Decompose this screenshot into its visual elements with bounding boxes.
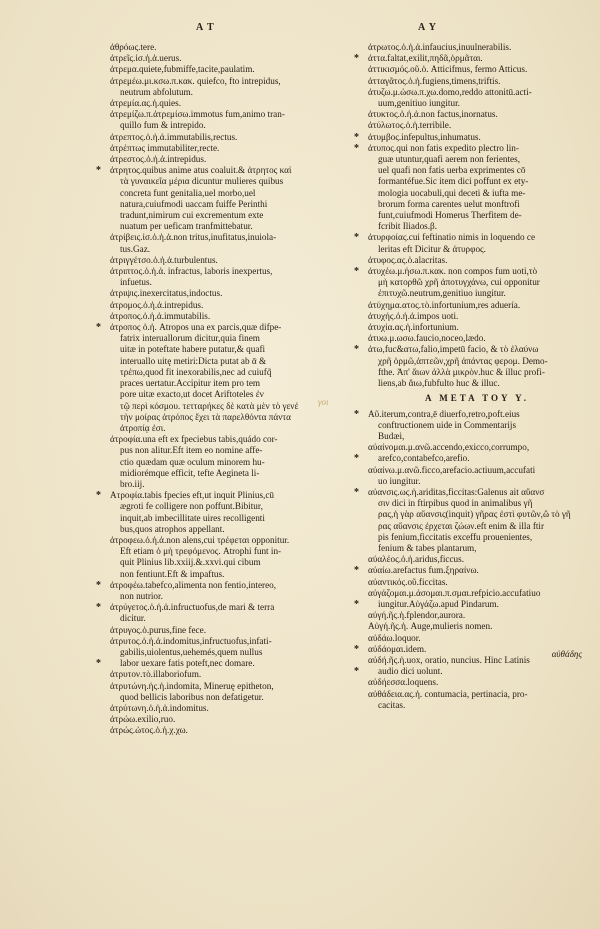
dictionary-line bbox=[354, 232, 586, 244]
dictionary-line bbox=[110, 120, 342, 131]
dictionary-line-text: non nutrior. bbox=[120, 590, 163, 601]
dictionary-line-text: ἀτρυτώνη.ἡς.ἡ.indomita, Mineruę epitheton, bbox=[110, 680, 274, 691]
dictionary-line-text: ἀτρύτωνη.ὁ.ἡ.ἀ.indomitus. bbox=[110, 702, 209, 713]
dictionary-line bbox=[96, 658, 342, 670]
dictionary-line-text: pis fenium,ficcitatis exceffu prouenientes, bbox=[378, 531, 533, 542]
dictionary-line-text: uum,genitiuo iungitur. bbox=[378, 98, 460, 109]
dictionary-line bbox=[110, 535, 342, 546]
asterisk-marker-icon: * bbox=[96, 579, 101, 591]
dictionary-line-text: αὐδάομαι.idem. bbox=[368, 643, 427, 654]
running-head-right: A Y bbox=[418, 22, 438, 33]
dictionary-line-text: neutrum abfolutum. bbox=[120, 86, 193, 97]
dictionary-line-text: αὐδάω.loquor. bbox=[368, 632, 421, 643]
dictionary-line-text: ἀτροφία.una eft ex fpeciebus tabis,quádo cor- bbox=[110, 434, 278, 445]
dictionary-line bbox=[110, 378, 342, 389]
dictionary-line-text: ἀτρομος.ὁ.ἡ.ἀ.intrepidus. bbox=[110, 299, 204, 310]
dictionary-line bbox=[110, 333, 342, 344]
dictionary-line-text: ἀτυρφοίας.cui feftinatio nimis in loquendo ce bbox=[368, 232, 536, 243]
dictionary-line-text: αὐγή.ῆς.ἡ.fplendor,aurora. bbox=[368, 610, 466, 621]
dictionary-line bbox=[110, 681, 342, 692]
dictionary-line bbox=[368, 176, 586, 187]
dictionary-line bbox=[110, 288, 342, 299]
dictionary-line-text: gabilis,uiolentus,uehemés,quem nullus bbox=[120, 646, 263, 657]
dictionary-line bbox=[110, 221, 342, 232]
dictionary-line-text: midiorémque efficit, tefte Aegineta li- bbox=[120, 467, 260, 478]
dictionary-line-text: labor uexare fatis poteft,nec domare. bbox=[120, 658, 255, 669]
gutter-bleed-mark: γοι bbox=[318, 397, 329, 407]
dictionary-line bbox=[368, 333, 586, 344]
dictionary-line bbox=[110, 524, 342, 535]
dictionary-line-text: αὐαλέος.ὁ.ἡ.aridus,ficcus. bbox=[368, 554, 464, 565]
dictionary-line bbox=[96, 322, 342, 334]
dictionary-line-text: interuallo uitę metiri:Dicta putat ab ᾱ & bbox=[120, 355, 267, 366]
dictionary-line-text: ἀτύλωτος.ὁ.ἡ.terribile. bbox=[368, 120, 452, 131]
dictionary-line-text: ἀτρεμα.quiete,fubmiffe,tacite,paulatim. bbox=[110, 64, 255, 75]
dictionary-line-text: ἀθρόως.tere. bbox=[110, 42, 157, 52]
dictionary-line bbox=[110, 344, 342, 355]
dictionary-line bbox=[110, 647, 342, 658]
dictionary-line bbox=[110, 714, 342, 725]
dictionary-line-text: τῷ περὶ κόσμου. τετταρήκες δὲ κατὰ μὲν τὸ γενέ bbox=[120, 400, 299, 411]
dictionary-line-text: ἀτρύγετος.ὁ.ἡ.ἀ.infructuofus,de mari & terra bbox=[110, 602, 275, 613]
dictionary-line bbox=[368, 700, 586, 711]
dictionary-line-text: ἀτρώω.exilio,ruo. bbox=[110, 714, 176, 725]
dictionary-line-text: ρας,ἡ γὰρ αὔανσις(inquit) γῆρας ἐστὶ φυτῶν,ὥ τὸ γῆ bbox=[378, 509, 571, 520]
dictionary-line bbox=[368, 87, 586, 98]
dictionary-line-text: ἀτρώς.ὠτος.ὁ.ἡ.χ.χω. bbox=[110, 725, 188, 736]
dictionary-line-text: leritas eft Dicitur & ἀτυρφος. bbox=[378, 243, 486, 254]
dictionary-line bbox=[368, 367, 586, 378]
asterisk-marker-icon: * bbox=[354, 53, 359, 65]
dictionary-line bbox=[354, 565, 586, 577]
dictionary-line bbox=[110, 501, 342, 512]
dictionary-line bbox=[368, 64, 586, 75]
dictionary-line-text: σιν dici in ftirpibus quod in animalibus γῆ bbox=[378, 498, 533, 509]
dictionary-line-text: inquit,ab imbecillitate uires recolligenti bbox=[120, 512, 265, 523]
dictionary-line bbox=[354, 666, 586, 678]
dictionary-line-text: tus.Gaz. bbox=[120, 243, 151, 254]
dictionary-line-text: ægroti fe colligere non poffunt.Bibitur, bbox=[120, 501, 263, 512]
dictionary-line bbox=[110, 356, 342, 367]
asterisk-marker-icon: * bbox=[354, 565, 359, 577]
dictionary-line-text: ἀτρεμίζω.π.ἀτρεμίσω.immotus fum,animo tran- bbox=[110, 109, 285, 120]
dictionary-line-text: Eft etiam ὁ μὴ τρεφόμενος. Atrophi funt in- bbox=[120, 546, 282, 557]
dictionary-line-text: ἀτρωτος.ὁ.ἡ.ἀ.infaucius,inuulnerabilis. bbox=[368, 42, 512, 52]
dictionary-line bbox=[110, 42, 342, 53]
dictionary-line-text: uo iungitur. bbox=[378, 475, 421, 486]
dictionary-line bbox=[368, 431, 586, 442]
dictionary-line-text: bro.iij. bbox=[120, 478, 145, 489]
dictionary-line-text: μὴ κατορθῶ χρῆ ἀποτυγχάνω, cui opponitur bbox=[378, 277, 540, 288]
dictionary-line bbox=[368, 554, 586, 565]
dictionary-line-text: χρῆ ὁρμῶ,ἀπτεῶν,χρῆ ἀπάντας φερομ. Demo- bbox=[378, 355, 548, 366]
dictionary-line bbox=[110, 389, 342, 400]
dictionary-line bbox=[354, 266, 586, 278]
dictionary-line bbox=[110, 725, 342, 736]
dictionary-line-text: ἀτροπίᾳ ἐσι. bbox=[120, 422, 166, 433]
dictionary-line bbox=[110, 143, 342, 154]
dictionary-line-text: iungitur.Αὐγάζω.apud Pindarum. bbox=[378, 598, 499, 609]
dictionary-line bbox=[96, 579, 342, 591]
dictionary-line bbox=[110, 434, 342, 445]
dictionary-line-text: ἀτριψις.inexercitatus,indoctus. bbox=[110, 288, 223, 299]
dictionary-line bbox=[368, 442, 586, 453]
dictionary-line-text: quod bellicis laboribus non defatigetur. bbox=[120, 691, 264, 702]
dictionary-line bbox=[110, 401, 342, 412]
asterisk-marker-icon: * bbox=[96, 322, 101, 334]
dictionary-line bbox=[354, 344, 586, 356]
right-column-entries-bottom bbox=[354, 408, 586, 711]
asterisk-marker-icon: * bbox=[354, 142, 359, 154]
dictionary-line-text: conftructionem uide in Commentarijs bbox=[378, 419, 517, 430]
right-column bbox=[354, 42, 586, 711]
dictionary-line bbox=[110, 569, 342, 580]
dictionary-line bbox=[110, 266, 342, 277]
dictionary-line bbox=[110, 255, 342, 266]
asterisk-marker-icon: * bbox=[354, 453, 359, 465]
dictionary-line bbox=[110, 199, 342, 210]
dictionary-line bbox=[354, 53, 586, 65]
dictionary-line bbox=[110, 557, 342, 568]
dictionary-line-text: ἀτρεστος.ὁ.ἡ.ἀ.intrepidus. bbox=[110, 154, 207, 165]
dictionary-line-text: ἀτυχία.ας.ἡ.infortunium. bbox=[368, 322, 459, 333]
dictionary-line-text: tradunt,nimirum cui excrementum exte bbox=[120, 210, 264, 221]
dictionary-line bbox=[368, 543, 586, 554]
dictionary-line bbox=[110, 468, 342, 479]
running-head-left: A T bbox=[196, 22, 215, 33]
dictionary-line-text: τὴν μοίρας ἀτρόπος ἔχει τὰ παρελθόντα πάντα bbox=[120, 411, 291, 422]
dictionary-line bbox=[110, 423, 342, 434]
dictionary-line bbox=[368, 378, 586, 389]
dictionary-line bbox=[368, 689, 586, 700]
dictionary-line-text: ἀτρεπτος.ὁ.ἡ.ἀ.immutabilis,rectus. bbox=[110, 131, 238, 142]
right-column-entries-top bbox=[354, 42, 586, 389]
dictionary-line-text: ἀτρητος.quibus anime atus coaluit.& ἀτρητος καὶ bbox=[110, 165, 292, 176]
dictionary-line bbox=[368, 610, 586, 621]
dictionary-line bbox=[354, 598, 586, 610]
dictionary-line bbox=[110, 176, 342, 187]
dictionary-line bbox=[110, 546, 342, 557]
dictionary-line-text: ἀτυζω.μ.ὠσω.π.χω.domo,reddo attonitū.acti- bbox=[368, 86, 532, 97]
asterisk-marker-icon: * bbox=[354, 232, 359, 244]
dictionary-line-text: arefco,contabefco,arefio. bbox=[378, 453, 470, 464]
dictionary-line-text: ἀτρυγος.ὁ.purus,fine fece. bbox=[110, 624, 207, 635]
dictionary-line-text: funt,cuiufmodi Homerus Therfitem de- bbox=[378, 210, 522, 221]
dictionary-line bbox=[110, 98, 342, 109]
dictionary-line bbox=[110, 244, 342, 255]
dictionary-line-text: τρέπω,quod fit inexorabilis,nec ad cuiufq̃ bbox=[120, 366, 272, 377]
catchword: αὐθάδης bbox=[551, 649, 582, 659]
dictionary-line-text: αὐαίω.arefactus fum.ξηραίνω. bbox=[368, 565, 479, 576]
dictionary-line-text: praces uertatur.Accipitur item pro tem bbox=[120, 378, 261, 389]
dictionary-line bbox=[368, 633, 586, 644]
dictionary-line bbox=[368, 465, 586, 476]
dictionary-line bbox=[368, 165, 586, 176]
asterisk-marker-icon: * bbox=[354, 408, 359, 420]
dictionary-line-text: αὐγάζομαι.μ.άσομαι.π.σμαι.refpicio.accufatiuo bbox=[368, 587, 541, 598]
dictionary-line bbox=[354, 408, 586, 420]
dictionary-line-text: ἀτρυτον.τὸ.illaboriofum. bbox=[110, 669, 202, 680]
dictionary-line bbox=[110, 154, 342, 165]
dictionary-line bbox=[368, 498, 586, 509]
dictionary-line-text: ἀτυπος.qui non fatis expedito plectro lin- bbox=[368, 142, 519, 153]
dictionary-line-text: ἀτρεμέω.μι.κσω.π.κακ. quiefco, fto intrepidus, bbox=[110, 75, 281, 86]
dictionary-line-text: quillo fum & intrepido. bbox=[120, 120, 206, 131]
dictionary-line bbox=[110, 457, 342, 468]
dictionary-line bbox=[110, 692, 342, 703]
dictionary-line-text: ἀτροφέω.tabefco,alimenta non fentio,intereo, bbox=[110, 579, 277, 590]
dictionary-line-text: liens,ab ἄιω,fubfulto huc & illuc. bbox=[378, 378, 500, 389]
dictionary-line-text: audio dici uolunt. bbox=[378, 666, 443, 677]
dictionary-line bbox=[110, 513, 342, 524]
dictionary-line bbox=[354, 131, 586, 143]
dictionary-line bbox=[354, 486, 586, 498]
dictionary-line-text: infuetus. bbox=[120, 277, 152, 288]
dictionary-line-text: mologia uocabuli,qui deceti & iufta me- bbox=[378, 187, 526, 198]
dictionary-line-text: pus non alitur.Eft item eo nomine affe- bbox=[120, 445, 263, 456]
dictionary-line-text: αὐαίνω.μ.ανῶ.ficco,arefacio.actiuum,accufati bbox=[368, 464, 536, 475]
dictionary-line bbox=[368, 76, 586, 87]
asterisk-marker-icon: * bbox=[96, 658, 101, 670]
left-column bbox=[96, 42, 342, 737]
dictionary-line-text: ἀτυω.μ.ωσω.faucio,noceo,lædo. bbox=[368, 333, 486, 344]
dictionary-line bbox=[368, 120, 586, 131]
dictionary-line-text: fthe. Ἀπ' ἄιων ἀλλὰ μικρὸν.huc & illuc profi- bbox=[378, 366, 545, 377]
dictionary-line bbox=[110, 311, 342, 322]
dictionary-line-text: ἀτύχημα.ατος.τὸ.infortunium,res aduería. bbox=[368, 299, 521, 310]
dictionary-line bbox=[110, 64, 342, 75]
dictionary-line bbox=[368, 311, 586, 322]
dictionary-line bbox=[110, 479, 342, 490]
dictionary-line-text: uel quafi non fatis uerba exprimentes cō bbox=[378, 165, 526, 176]
dictionary-line bbox=[110, 625, 342, 636]
dictionary-line bbox=[110, 412, 342, 423]
dictionary-line-text: guæ utuntur,quafi aerem non ferientes, bbox=[378, 154, 520, 165]
dictionary-line bbox=[368, 244, 586, 255]
dictionary-line bbox=[368, 188, 586, 199]
asterisk-marker-icon: * bbox=[354, 666, 359, 678]
dictionary-line bbox=[368, 420, 586, 431]
dictionary-line-text: ἀτυφος.ας.ὁ.alacritas. bbox=[368, 254, 448, 265]
dictionary-line-text: ἀτταγᾶτος.ὁ.ἡ.fugiens,timens,triftis. bbox=[368, 75, 501, 86]
dictionary-line-text: dicitur. bbox=[120, 613, 146, 624]
dictionary-line-text: ἀτριπτος.ὁ.ἡ.ἀ. infractus, laboris inexpertus, bbox=[110, 266, 273, 277]
dictionary-line-text: fenium & tabes plantarum, bbox=[378, 542, 477, 553]
dictionary-line-text: ἀτυκτος.ὁ.ἡ.ἀ.non factus,inornatus. bbox=[368, 109, 498, 120]
dictionary-line-text: ἀτρεῖς.ἰσ.ἡ.ἀ.uerus. bbox=[110, 53, 182, 64]
dictionary-line-text: fatrix interuallorum dicitur,quia finem bbox=[120, 333, 260, 344]
dictionary-line-text: Ατροφία.tabis fpecies eft,ut inquit Plinius,cū bbox=[110, 490, 275, 501]
dictionary-line bbox=[368, 199, 586, 210]
dictionary-line-text: τὰ γυναικεῖα μέρια dicuntur mulieres quibus bbox=[120, 176, 284, 187]
dictionary-line-text: non fentiunt.Eft & impaftus. bbox=[120, 568, 225, 579]
dictionary-line bbox=[368, 221, 586, 232]
asterisk-marker-icon: * bbox=[354, 266, 359, 278]
dictionary-line-text: ἀτω,fuc&ατω,falio,impetū facio, & τὸ ἐλαύνω bbox=[368, 344, 539, 355]
dictionary-line-text: ἀττα.faltat,exilit,πηδᾶ,ὁρμᾶται. bbox=[368, 53, 483, 64]
dictionary-line bbox=[368, 255, 586, 266]
dictionary-line bbox=[110, 87, 342, 98]
dictionary-line bbox=[354, 142, 586, 154]
dictionary-line-text: pore uitæ exacto,ut docet Ariftoteles ἐν bbox=[120, 389, 264, 400]
dictionary-line-text: brorum forma carentes uelut monftrofi bbox=[378, 198, 520, 209]
dictionary-line bbox=[368, 356, 586, 367]
dictionary-line bbox=[110, 445, 342, 456]
dictionary-line-text: cacitas. bbox=[378, 699, 406, 710]
dictionary-line bbox=[110, 109, 342, 120]
dictionary-line bbox=[96, 165, 342, 177]
dictionary-line-text: ἀτυχής.ὁ.ἡ.ἀ.impos uoti. bbox=[368, 310, 459, 321]
dictionary-line-text: ἀτρέπτως immutabiliter,recte. bbox=[110, 142, 220, 153]
asterisk-marker-icon: * bbox=[354, 598, 359, 610]
dictionary-line-text: quit Plinius lib.xxiij.&.xxvi.qui cibum bbox=[120, 557, 261, 568]
dictionary-line-text: Αὐγή.ῆς.ἡ. Auge,mulieris nomen. bbox=[368, 621, 493, 632]
dictionary-line bbox=[368, 109, 586, 120]
dictionary-line-text: bus,quos atrophos appellant. bbox=[120, 523, 225, 534]
dictionary-line bbox=[368, 322, 586, 333]
asterisk-marker-icon: * bbox=[354, 643, 359, 655]
dictionary-line-text: ἀτυχέω.μ.ήσω.π.κακ. non compos fum uoti,τὸ bbox=[368, 266, 538, 277]
dictionary-line bbox=[368, 532, 586, 543]
dictionary-line-text: formantéfue.Sic item dici poffunt ex ety- bbox=[378, 176, 529, 187]
dictionary-line bbox=[368, 300, 586, 311]
dictionary-line-text: ἐπιτυχῶ.neutrum,genitiuo iungitur. bbox=[378, 288, 506, 299]
dictionary-line bbox=[368, 277, 586, 288]
dictionary-line bbox=[110, 210, 342, 221]
dictionary-line-text: uitæ in poteftate habere putatur,& quafi bbox=[120, 344, 266, 355]
dictionary-line-text: concreta funt genitalia,uel morbo,uel bbox=[120, 187, 256, 198]
dictionary-line-text: ἀτυμβος.infepultus,inhumatus. bbox=[368, 131, 481, 142]
dictionary-line bbox=[110, 232, 342, 243]
dictionary-line-text: ἀτροφεω.ὁ.ἡ.ἀ.non alens,cui τρέφεται opponitur. bbox=[110, 534, 290, 545]
dictionary-line bbox=[110, 277, 342, 288]
dictionary-line-text: ἀτροπος ὁ.ἡ. Atropos una ex parcis,quæ difpe- bbox=[110, 322, 282, 333]
dictionary-line-text: ἀτρεμία.ας.ἡ.quies. bbox=[110, 98, 181, 109]
dictionary-line bbox=[110, 188, 342, 199]
dictionary-line-text: αὐδήεσσα.loquens. bbox=[368, 677, 439, 688]
dictionary-line-text: ρας αὔανσις ἐρχεται ζώων.eft enim & illa ftir bbox=[378, 520, 545, 531]
dictionary-line-text: ἀτρίβεις.ἰσ.ὁ.ἡ.ἀ.non tritus,inufitatus,inuiola- bbox=[110, 232, 277, 243]
dictionary-line bbox=[110, 76, 342, 87]
dictionary-line bbox=[368, 42, 586, 53]
dictionary-line bbox=[110, 669, 342, 680]
dictionary-line bbox=[110, 132, 342, 143]
dictionary-line bbox=[110, 53, 342, 64]
dictionary-line-text: nuatum per ueficam tranfmittebatur. bbox=[120, 221, 253, 232]
dictionary-line bbox=[368, 98, 586, 109]
dictionary-line bbox=[368, 288, 586, 299]
asterisk-marker-icon: * bbox=[354, 131, 359, 143]
dictionary-line bbox=[368, 509, 586, 520]
dictionary-line-text: ἀττικισμός.οῦ.ὁ. Atticifmus, fermo Atticus. bbox=[368, 64, 528, 75]
dictionary-line bbox=[368, 621, 586, 632]
asterisk-marker-icon: * bbox=[354, 344, 359, 356]
dictionary-line-text: αὐδή.ῆς.ἡ.uox, oratio, nuncius. Hinc Latinis bbox=[368, 654, 530, 665]
dictionary-line-text: ἀτρυτος.ὁ.ἡ.ἀ.indomitus,infructuofus,infati- bbox=[110, 635, 272, 646]
asterisk-marker-icon: * bbox=[354, 486, 359, 498]
asterisk-marker-icon: * bbox=[96, 602, 101, 614]
dictionary-line bbox=[110, 703, 342, 714]
dictionary-line-text: αὐαντικός.οῦ.ficcitas. bbox=[368, 576, 448, 587]
dictionary-line-text: Budæi, bbox=[378, 430, 405, 441]
dictionary-line-text: αὐθάδεια.ας.ἡ. contumacia, pertinacia, pro- bbox=[368, 688, 528, 699]
dictionary-line bbox=[368, 521, 586, 532]
dictionary-line bbox=[110, 367, 342, 378]
dictionary-line-text: Aῦ.iterum,contra,ē diuerfo,retro,poft.eius bbox=[368, 408, 520, 419]
dictionary-line bbox=[110, 591, 342, 602]
dictionary-line-text: natura,cuiufmodi uaccam fuiffe Perinthi bbox=[120, 198, 268, 209]
dictionary-line-text: ctio quædam quæ oculum minorem hu- bbox=[120, 456, 265, 467]
dictionary-line bbox=[368, 154, 586, 165]
dictionary-line bbox=[110, 300, 342, 311]
dictionary-line bbox=[368, 577, 586, 588]
asterisk-marker-icon: * bbox=[96, 165, 101, 177]
dictionary-line bbox=[368, 210, 586, 221]
dictionary-line bbox=[368, 677, 586, 688]
dictionary-line bbox=[368, 476, 586, 487]
dictionary-line-text: αὐανσις.ως.ἡ.ariditas,ficcitas:Galenus ait αὔανσ bbox=[368, 486, 545, 497]
dictionary-line bbox=[110, 636, 342, 647]
dictionary-line bbox=[110, 613, 342, 624]
section-heading: A META TOY Y. bbox=[424, 393, 530, 404]
dictionary-line bbox=[96, 490, 342, 502]
dictionary-line-text: ἀτριγγέτσο.ὁ.ἡ.ἀ.turbulentus. bbox=[110, 254, 218, 265]
dictionary-line bbox=[354, 453, 586, 465]
dictionary-line bbox=[368, 588, 586, 599]
dictionary-line-text: fcribit Iliados.β. bbox=[378, 221, 438, 232]
asterisk-marker-icon: * bbox=[96, 490, 101, 502]
dictionary-line-text: αὐαίνομαι.μ.ανῶ.accendo,exicco,corrumpo, bbox=[368, 442, 530, 453]
dictionary-line-text: ἀτροπος.ὁ.ἡ.ἀ.immutabilis. bbox=[110, 310, 211, 321]
dictionary-line bbox=[96, 602, 342, 614]
